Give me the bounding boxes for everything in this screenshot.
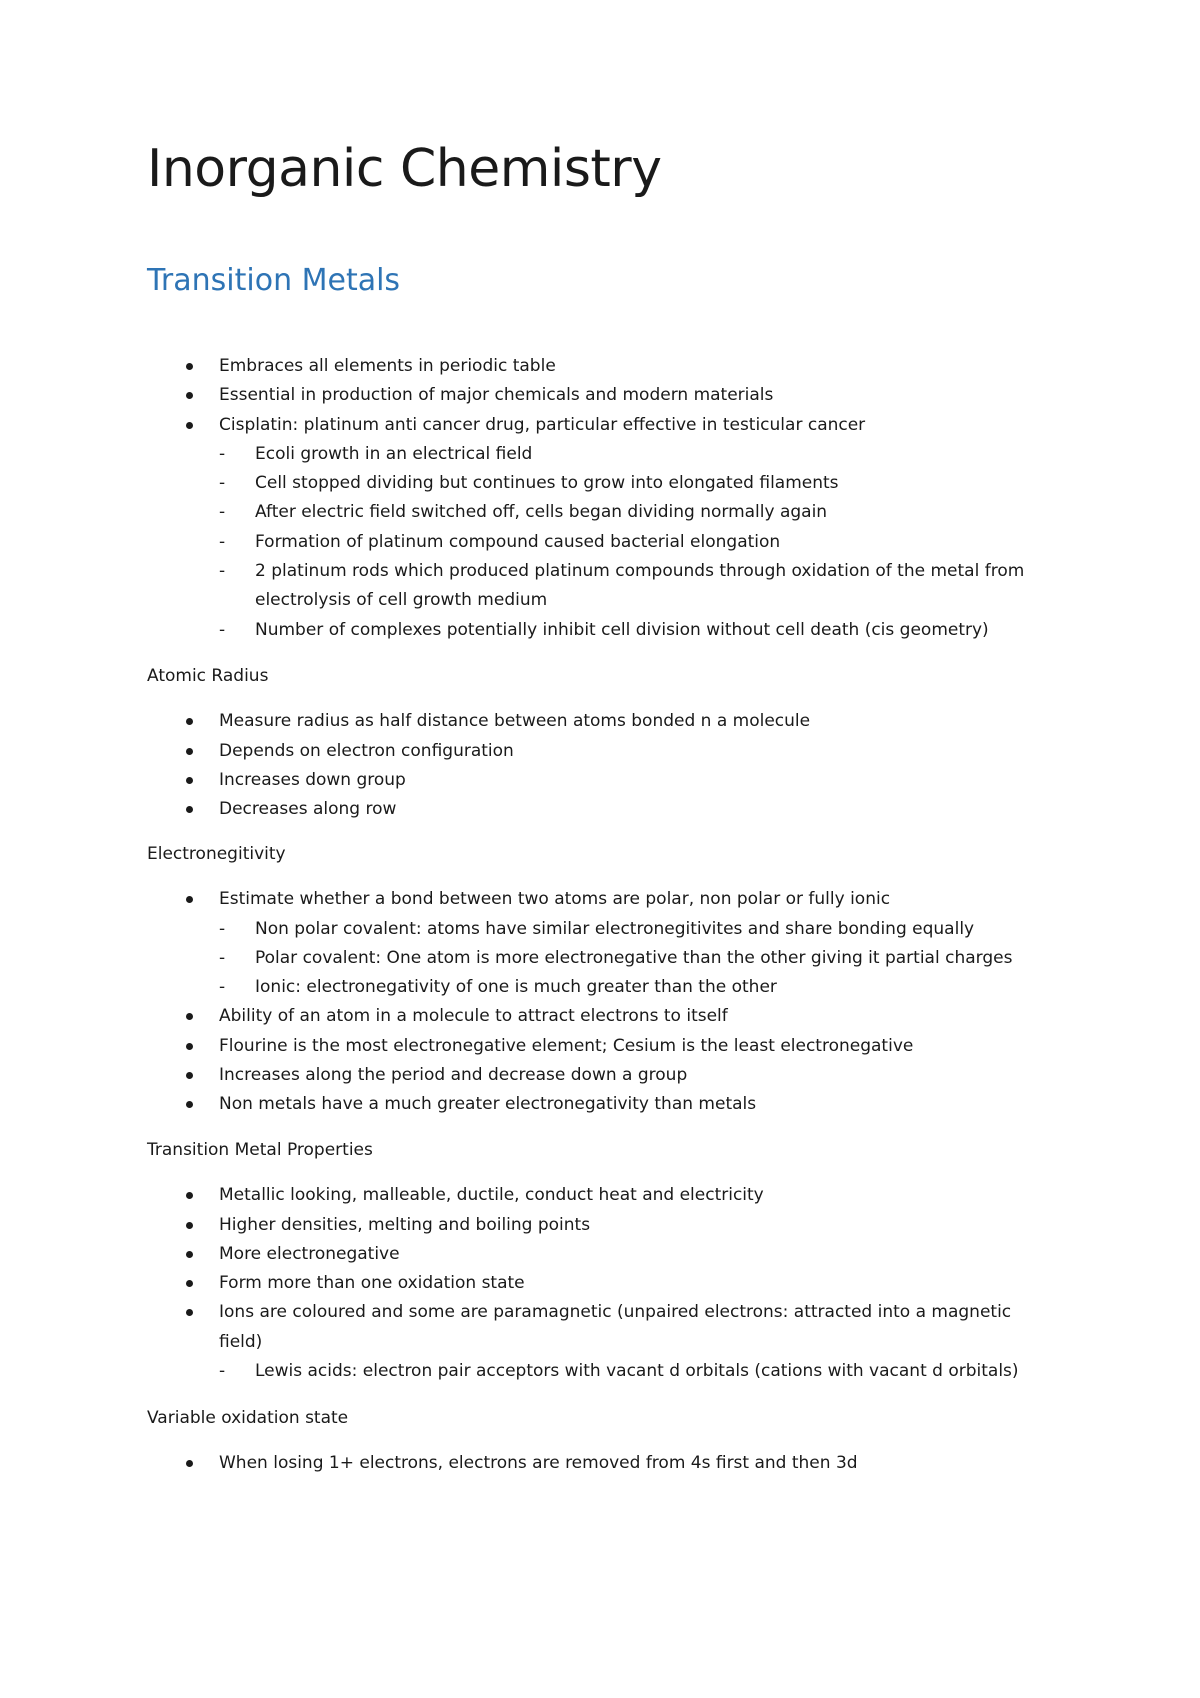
bullet-icon bbox=[186, 718, 193, 725]
tm-properties-list bbox=[147, 1181, 1077, 1357]
variable-oxidation-list bbox=[147, 1449, 1077, 1478]
list-item: Measure radius as half distance between atoms bonded n a molecule bbox=[147, 707, 1077, 736]
list-item: When losing 1+ electrons, electrons are removed from 4s first and then 3d bbox=[147, 1449, 1077, 1478]
dash-icon: - bbox=[219, 918, 226, 939]
list-item: Decreases along row bbox=[147, 795, 1077, 824]
sub-list-item: - Ecoli growth in an electrical field bbox=[147, 440, 1077, 469]
electronegativity-section bbox=[147, 840, 1077, 1120]
list-item: Higher densities, melting and boiling points bbox=[147, 1211, 1077, 1240]
bullet-icon bbox=[186, 363, 193, 370]
list-item: Cisplatin: platinum anti cancer drug, particular effective in testicular cancer bbox=[147, 411, 1077, 440]
document-title: Inorganic Chemistry bbox=[147, 139, 662, 199]
bullet-icon bbox=[186, 896, 193, 903]
dash-icon: - bbox=[219, 502, 226, 523]
subheading-atomic-radius: Atomic Radius bbox=[147, 666, 269, 686]
list-item: Embraces all elements in periodic table bbox=[147, 352, 1077, 381]
list-item: Ions are coloured and some are paramagnetic (unpaired electrons: attracted into a magnetic field) bbox=[147, 1298, 1049, 1357]
sub-list-item: - Cell stopped dividing but continues to grow into elongated filaments bbox=[147, 469, 1077, 498]
sub-list-item: - After electric field switched off, cells began dividing normally again bbox=[147, 498, 1077, 527]
dash-icon: - bbox=[219, 1361, 226, 1382]
electronegativity-sublist bbox=[147, 915, 1077, 1003]
tm-properties-section bbox=[147, 1136, 1077, 1386]
list-item: Flourine is the most electronegative element; Cesium is the least electronegative bbox=[147, 1032, 1077, 1061]
list-item: More electronegative bbox=[147, 1240, 1077, 1269]
sub-list-item: - Ionic: electronegativity of one is much greater than the other bbox=[147, 973, 1077, 1002]
atomic-radius-section bbox=[147, 662, 1077, 824]
list-item: Estimate whether a bond between two atoms are polar, non polar or fully ionic bbox=[147, 885, 1077, 914]
list-item: Increases down group bbox=[147, 766, 1077, 795]
cisplatin-sublist bbox=[147, 440, 1077, 645]
bullet-icon bbox=[186, 422, 193, 429]
dash-icon: - bbox=[219, 977, 226, 998]
bullet-icon bbox=[186, 1072, 193, 1079]
sub-list-item: - 2 platinum rods which produced platinum compounds through oxidation of the metal from electrolysis of cell growth medium bbox=[147, 557, 1045, 616]
dash-icon: - bbox=[219, 531, 226, 552]
bullet-icon bbox=[186, 1101, 193, 1108]
list-item: Ability of an atom in a molecule to attract electrons to itself bbox=[147, 1002, 1077, 1031]
sub-list-item: - Non polar covalent: atoms have similar electronegitivites and share bonding equally bbox=[147, 915, 1077, 944]
bullet-icon bbox=[186, 1222, 193, 1229]
list-item: Non metals have a much greater electronegativity than metals bbox=[147, 1090, 1077, 1119]
bullet-icon bbox=[186, 1043, 193, 1050]
bullet-icon bbox=[186, 1013, 193, 1020]
transition-metals-section bbox=[147, 352, 1077, 645]
list-item: Form more than one oxidation state bbox=[147, 1269, 1077, 1298]
subheading-electronegativity: Electronegitivity bbox=[147, 844, 286, 864]
list-item: Increases along the period and decrease down a group bbox=[147, 1061, 1077, 1090]
electronegativity-list-continued bbox=[147, 1002, 1077, 1119]
bullet-icon bbox=[186, 748, 193, 755]
tm-properties-sublist bbox=[147, 1357, 1077, 1386]
dash-icon: - bbox=[219, 443, 226, 464]
atomic-radius-list bbox=[147, 707, 1077, 824]
subheading-variable-oxidation: Variable oxidation state bbox=[147, 1408, 349, 1428]
dash-icon: - bbox=[219, 473, 226, 494]
bullet-icon bbox=[186, 392, 193, 399]
bullet-icon bbox=[186, 1251, 193, 1258]
dash-icon: - bbox=[219, 947, 226, 968]
list-item: Metallic looking, malleable, ductile, conduct heat and electricity bbox=[147, 1181, 1077, 1210]
section-heading-transition-metals: Transition Metals bbox=[147, 263, 401, 298]
dash-icon: - bbox=[219, 619, 226, 640]
intro-list bbox=[147, 352, 1077, 440]
sub-list-item: - Polar covalent: One atom is more electronegative than the other giving it partial charges bbox=[147, 944, 1077, 973]
bullet-icon bbox=[186, 1280, 193, 1287]
list-item: Essential in production of major chemicals and modern materials bbox=[147, 381, 1077, 410]
electronegativity-list bbox=[147, 885, 1077, 914]
bullet-icon bbox=[186, 1192, 193, 1199]
bullet-icon bbox=[186, 1309, 193, 1316]
bullet-icon bbox=[186, 777, 193, 784]
bullet-icon bbox=[186, 806, 193, 813]
variable-oxidation-section bbox=[147, 1404, 1077, 1479]
sub-list-item: - Lewis acids: electron pair acceptors with vacant d orbitals (cations with vacant d orbitals) bbox=[147, 1357, 1077, 1386]
list-item: Depends on electron configuration bbox=[147, 737, 1077, 766]
subheading-tm-properties: Transition Metal Properties bbox=[147, 1140, 373, 1160]
dash-icon: - bbox=[219, 561, 226, 582]
bullet-icon bbox=[186, 1460, 193, 1467]
sub-list-item: - Number of complexes potentially inhibit cell division without cell death (cis geometry) bbox=[147, 616, 1077, 645]
sub-list-item: - Formation of platinum compound caused bacterial elongation bbox=[147, 528, 1077, 557]
